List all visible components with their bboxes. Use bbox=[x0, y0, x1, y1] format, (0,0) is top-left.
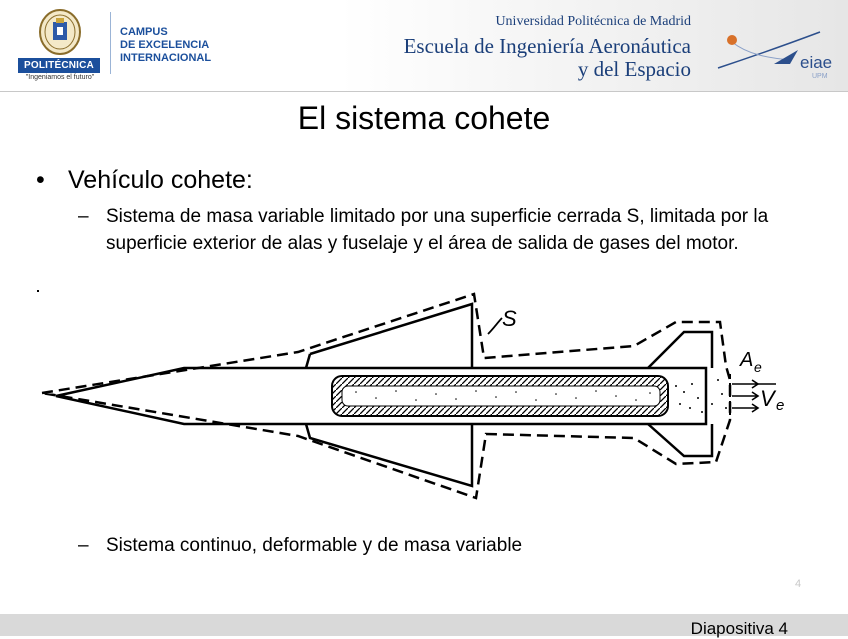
upper-wing bbox=[306, 304, 472, 368]
label-ae: A bbox=[740, 349, 754, 371]
label-ae-sub: e bbox=[754, 359, 762, 375]
header-divider bbox=[0, 91, 848, 92]
label-ve: V bbox=[760, 386, 775, 411]
lower-wing bbox=[306, 424, 472, 486]
exit-velocity-arrows bbox=[732, 380, 758, 412]
upm-tagline: "Ingeniamos el futuro" bbox=[25, 74, 95, 81]
campus-line: DE EXCELENCIA bbox=[120, 39, 210, 51]
upm-seal-icon bbox=[38, 8, 82, 56]
bullet-item bbox=[36, 166, 253, 195]
bullet-marker: • bbox=[36, 166, 45, 194]
sub-bullet-2 bbox=[78, 532, 808, 559]
university-name: Universidad Politécnica de Madrid bbox=[495, 14, 691, 29]
dash-marker: – bbox=[78, 206, 89, 227]
campus-excelencia bbox=[120, 26, 211, 65]
slide-title: El sistema cohete bbox=[297, 100, 551, 136]
s-leader-line bbox=[488, 318, 502, 334]
dash-marker: – bbox=[78, 535, 89, 556]
campus-line: CAMPUS bbox=[120, 26, 168, 38]
exhaust-dots bbox=[675, 379, 727, 413]
rocket-diagram bbox=[36, 288, 816, 506]
sub-bullet-text: Sistema de masa variable limitado por una superficie cerrada S, limitada por la superficie exterior de alas y fuselaje y el área de salida de gases del motor. bbox=[106, 206, 769, 254]
eiae-sub: UPM bbox=[812, 73, 828, 80]
sub-bullet-1 bbox=[78, 203, 808, 257]
bullet-text: Vehículo cohete: bbox=[68, 166, 253, 194]
school-name-line1: Escuela de Ingeniería Aeronáutica bbox=[403, 34, 691, 58]
logo-divider bbox=[110, 12, 111, 74]
sub-bullet-text: Sistema continuo, deformable y de masa variable bbox=[106, 535, 523, 556]
propellant-core bbox=[342, 386, 660, 406]
eiae-text: eiae bbox=[800, 53, 832, 72]
label-ve-sub: e bbox=[776, 397, 785, 414]
upper-tail-fin bbox=[648, 332, 712, 368]
upm-badge: POLITÉCNICA bbox=[18, 58, 100, 73]
label-s: S bbox=[502, 306, 517, 331]
footer-slide-label: Diapositiva 4 bbox=[690, 619, 788, 638]
campus-line: INTERNACIONAL bbox=[120, 52, 212, 64]
slide-number-faint: 4 bbox=[795, 578, 802, 590]
school-name-line2: y del Espacio bbox=[577, 57, 691, 81]
eiae-logo-icon bbox=[712, 20, 832, 80]
